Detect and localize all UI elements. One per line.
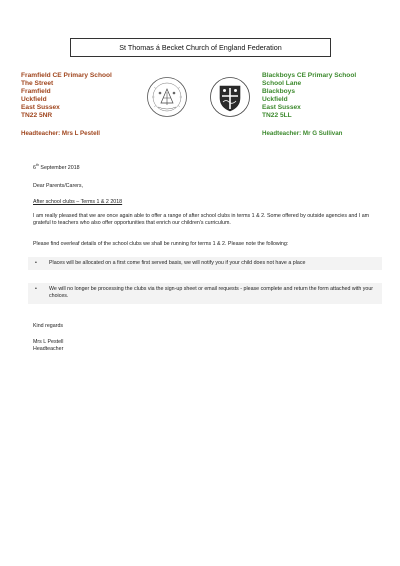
blackboys-school-shield-icon — [209, 76, 251, 118]
bullet-list — [28, 257, 382, 317]
address-line: Blackboys — [262, 87, 295, 95]
list-item — [28, 283, 382, 303]
address-line: School Lane — [262, 79, 302, 87]
framfield-school-crest-icon — [146, 76, 188, 118]
salutation: Dear Parents/Carers, — [33, 183, 84, 189]
framfield-school-address — [21, 72, 112, 119]
address-postcode: TN22 5LL — [262, 111, 292, 119]
address-line: Framfield — [21, 87, 51, 95]
bullet-text: We will no longer be processing the clubs via the sign-up sheet or email requests - please complete and return the form attached with your choices. — [49, 286, 374, 300]
school-name: Framfield CE Primary School — [21, 72, 112, 79]
address-line: East Sussex — [262, 103, 301, 111]
letter-date — [33, 165, 373, 172]
date-day: 6 — [33, 165, 36, 171]
blackboys-headteacher: Headteacher: Mr G Sullivan — [262, 130, 343, 137]
address-line: Uckfield — [262, 95, 288, 103]
address-postcode: TN22 5NR — [21, 111, 53, 119]
bullet-icon: • — [35, 286, 37, 293]
bullet-text: Places will be allocated on a first come first served basis, we will notify you if your child does not have a place — [49, 260, 306, 266]
closing: Kind regards — [33, 323, 64, 329]
address-line: Uckfield — [21, 95, 47, 103]
address-line: East Sussex — [21, 103, 60, 111]
framfield-headteacher: Headteacher: Mrs L Pestell — [21, 130, 100, 137]
blackboys-school-address — [262, 72, 356, 119]
intro-paragraph: I am really pleased that we are once again able to offer a range of after school clubs in terms 1 & 2. Some offered by outside agencies and I am grateful to teachers who also offer opportunities that enrich our children's curriculum. — [33, 213, 370, 227]
address-line: The Street — [21, 79, 54, 87]
federation-title: St Thomas á Becket Church of England Federation — [70, 38, 331, 57]
date-rest: September 2018 — [38, 165, 80, 171]
bullet-icon: • — [35, 260, 37, 266]
signature-title: Headteacher — [33, 346, 64, 352]
letter-subject: After school clubs – Terms 1 & 2 2018 — [33, 199, 123, 205]
date-suffix: th — [35, 163, 39, 168]
school-name: Blackboys CE Primary School — [262, 72, 357, 79]
list-item — [28, 257, 382, 270]
signature-name: Mrs L Pestell — [33, 339, 64, 345]
instructions-paragraph: Please find overleaf details of the school clubs we shall be running for terms 1 & 2. Please note the following: — [33, 241, 289, 247]
